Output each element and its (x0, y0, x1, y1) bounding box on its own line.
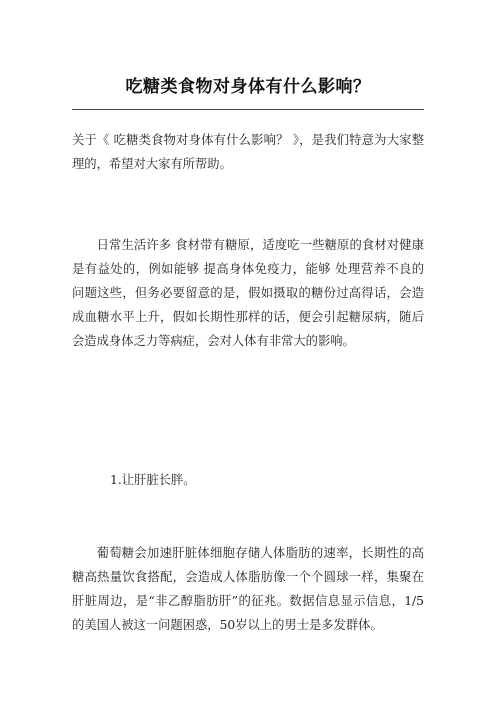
body-paragraph-1: 日常生活许多 食材带有糖原，适度吃一些糖原的食材对健康是有益处的，例如能够 提高身体免疫力，能够 处理营养不良的问题这些，但务必要留意的是，假如摄取的糖份过高得话，会造成血糖水平上升，假如长期性那样的话，便会引起糖尿病，随后会造成身体乏力等病症，会对人体有非常大的影响。 (72, 238, 424, 348)
section-heading-1: 1.让肝脏长胖。 (110, 473, 196, 487)
body-paragraph-2: 葡萄糖会加速肝脏体细胞存储人体脂肪的速率，长期性的高糖高热量饮食搭配，会造成人体脂肪像一个个圆球一样，集聚在肝脏周边，是“非乙醇脂肪肝”的征兆。数据信息显示信息，1/5的美国人被这一问题困惑，50岁以上的男士是多发群体。 (72, 546, 424, 632)
intro-paragraph: 关于《 吃糖类食物对身体有什么影响？ 》，是我们特意为大家整理的，希望对大家有所帮助。 (72, 133, 424, 171)
document-title: 吃糖类食物对身体有什么影响？ (125, 77, 371, 97)
title-divider (72, 109, 424, 110)
